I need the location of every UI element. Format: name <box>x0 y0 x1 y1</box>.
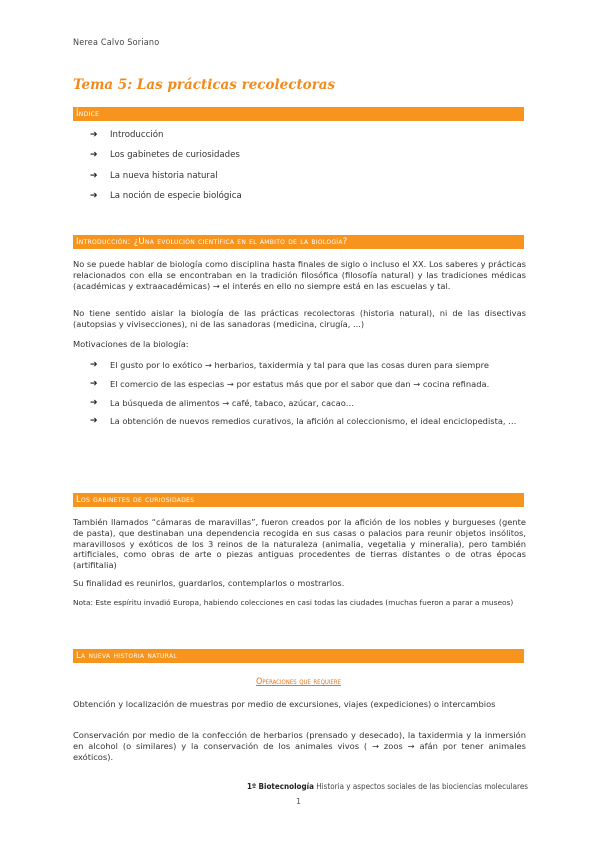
historia-paragraph-1: Obtención y localización de muestras por medio de excursiones, viajes (expediciones) o intercambios <box>73 699 496 709</box>
arrow-icon: ➔ <box>90 397 98 408</box>
list-item: ➔ La obtención de nuevos remedios curativos, la afición al coleccionismo, el ideal enciclopedista, … <box>90 416 517 427</box>
intro-paragraph-1: No se puede hablar de biología como disciplina hasta finales de siglo o incluso el XX. Los saberes y prácticas relacionados con ella se encontraban en la tradición filosófica (filosofía natural) y las tradiciones médicas (académicas y extraacadémicas) → el interés en ello no siempre está en las escuelas y tal. <box>73 259 526 291</box>
index-list <box>90 130 242 202</box>
gabinetes-paragraph-2: Su finalidad es reunirlos, guardarlos, contemplarlos o mostrarlos. <box>73 578 345 588</box>
footer-course: 1º Biotecnología <box>246 782 314 791</box>
page-number: 1 <box>296 797 302 806</box>
list-item: ➔ Introducción <box>90 130 164 140</box>
operations-subheading: Operaciones que requiere <box>256 677 341 687</box>
section-bar-gabinetes: Los gabinetes de curiosidades <box>73 493 524 507</box>
arrow-icon: ➔ <box>90 416 98 427</box>
gabinetes-note: Nota: Este espíritu invadió Europa, habiendo colecciones en casi todas las ciudades (muchas fueron a parar a museos) <box>73 598 514 607</box>
section-bar-historia: La nueva historia natural <box>73 649 524 663</box>
intro-paragraph-3: Motivaciones de la biología: <box>73 339 189 349</box>
list-item: ➔ Los gabinetes de curiosidades <box>90 150 240 161</box>
section-bar-indice: Índice <box>73 107 524 121</box>
arrow-icon: ➔ <box>90 150 98 161</box>
arrow-icon: ➔ <box>90 191 98 202</box>
list-item: ➔ El gusto por lo exótico → herbarios, taxidermia y tal para que las cosas duren para siempre <box>90 360 489 370</box>
footer-subject: Historia y aspectos sociales de las biociencias moleculares <box>316 782 528 791</box>
arrow-icon: ➔ <box>90 170 98 181</box>
author-name: Nerea Calvo Soriano <box>73 38 160 48</box>
section-bar-intro: Introducción: ¿Una evolución científica en el ámbito de la biología? <box>73 235 524 249</box>
arrow-icon: ➔ <box>90 360 98 370</box>
list-item: ➔ La búsqueda de alimentos → café, tabaco, azúcar, cacao… <box>90 397 355 408</box>
list-item: ➔ La noción de especie biológica <box>90 191 242 202</box>
footer <box>247 782 528 791</box>
arrow-icon: ➔ <box>90 378 98 389</box>
arrow-icon: ➔ <box>90 130 98 140</box>
historia-paragraph-2: Conservación por medio de la confección de herbarios (prensado y desecado), la taxidermia y la inmersión en alcohol (o similares) y la conservación de los animales vivos ( → zoos → afán por tener animales exóticos). <box>73 730 526 762</box>
gabinetes-paragraph-1: También llamados “cámaras de maravillas”, fueron creados por la afición de los nobles y burgueses (gente de pasta), que destinaban una dependencia recogida en sus casas o palacios para reunir objetos insólitos, maravillosos y exóticos de los 3 reinos de la naturaleza (animalia, vegetalia y mineralia), pero también artificiales, como obras de arte o piezas antiguas procedentes de tierras distantes o de otras épocas (artifitalia) <box>73 517 526 571</box>
page-title: Tema 5: Las prácticas recolectoras <box>73 77 336 93</box>
list-item: ➔ La nueva historia natural <box>90 170 218 181</box>
list-item: ➔ El comercio de las especias → por estatus más que por el sabor que dan → cocina refinada. <box>90 378 490 389</box>
intro-paragraph-2: No tiene sentido aislar la biología de las prácticas recolectoras (historia natural), ni de las disectivas (autopsias y vivisecciones), ni de las sanadoras (medicina, cirugía, ...) <box>73 308 526 329</box>
motivations-list <box>90 360 526 427</box>
